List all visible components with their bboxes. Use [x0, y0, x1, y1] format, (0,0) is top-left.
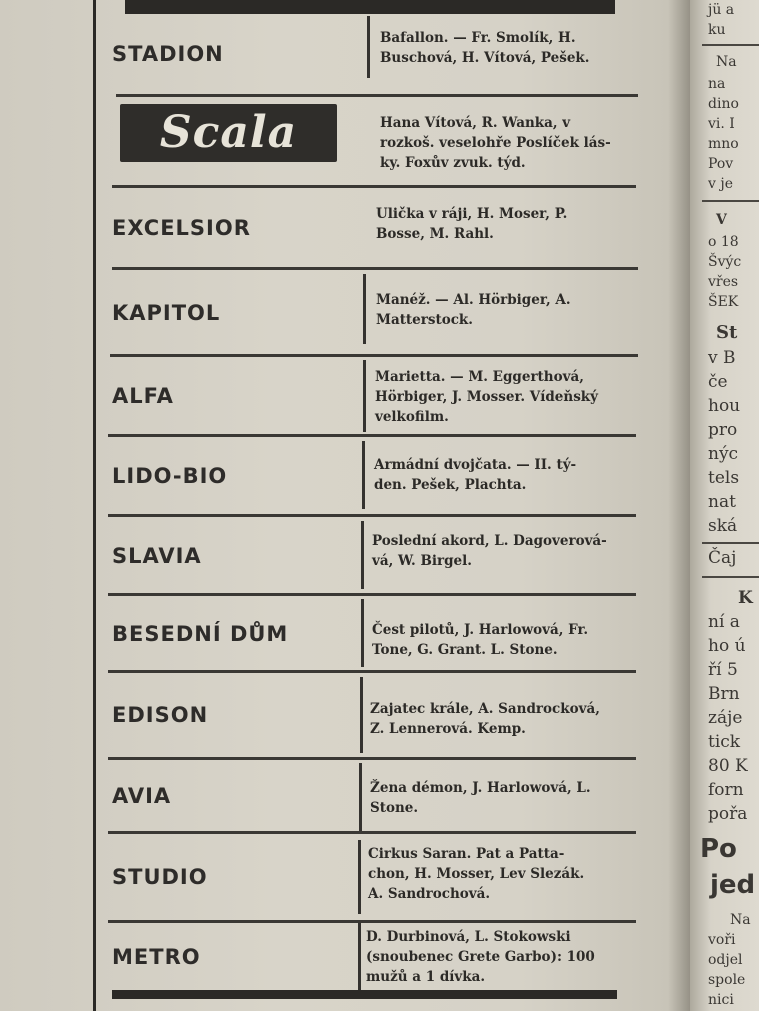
text-fragment: ŠEK [708, 294, 739, 310]
cinema-name: EXCELSIOR [112, 216, 251, 240]
adjacent-rule [702, 200, 759, 202]
text-fragment: Švýc [708, 254, 742, 270]
text-fragment: ská [708, 516, 738, 536]
scala-logo-text: Scala [159, 107, 298, 158]
program-text: Zajatec krále, A. Sandrocková, Z. Lennerová. Kemp. [370, 701, 600, 737]
text-fragment: K [738, 588, 753, 608]
program-text: Manéž. — Al. Hörbiger, A. Matterstock. [376, 292, 571, 328]
scala-logo [120, 104, 337, 162]
cinema-name: LIDO-BIO [112, 464, 228, 488]
row-divider [358, 840, 361, 914]
cinema-name: EDISON [112, 703, 209, 727]
listing-row-scala [108, 97, 638, 185]
text-fragment: vi. I [708, 116, 735, 132]
text-fragment: nat [708, 492, 736, 512]
row-divider [358, 923, 361, 997]
cinema-name: SLAVIA [112, 543, 202, 568]
text-fragment: Na [730, 912, 751, 928]
text-fragment: v je [708, 176, 733, 192]
text-fragment: na [708, 76, 726, 92]
text-fragment: Na [716, 54, 737, 70]
listing-row-metro [108, 923, 638, 991]
program-text: Bafallon. — Fr. Smolík, H. Buschová, H. Vítová, Pešek. [380, 30, 590, 66]
text-fragment: mno [708, 136, 739, 152]
listing-row-avia [108, 760, 638, 832]
listing-row-besedni-dum [108, 596, 638, 671]
header-banner-fragment [125, 0, 615, 14]
listing-row-kapitol [108, 270, 638, 355]
text-fragment: ří 5 [708, 660, 738, 680]
adjacent-page [690, 0, 759, 1011]
program-text: Žena démon, J. Harlowová, L. Stone. [370, 780, 591, 816]
text-fragment: Pov [708, 156, 734, 172]
text-fragment: V [716, 212, 727, 228]
listing-row-studio [108, 834, 638, 920]
text-fragment: ní a [708, 612, 740, 632]
text-fragment: pořa [708, 804, 748, 824]
text-fragment: nici [708, 992, 734, 1008]
text-fragment: v B [708, 348, 736, 368]
text-fragment: pro [708, 420, 738, 440]
text-fragment: o 18 [708, 234, 739, 250]
headline-fragment: Po [700, 834, 737, 864]
text-fragment: če [708, 372, 728, 392]
program-text: Poslední akord, L. Dagoverová- vá, W. Birgel. [372, 533, 607, 569]
adjacent-rule [702, 576, 759, 578]
row-divider [362, 441, 365, 509]
row-divider [367, 16, 370, 78]
row-divider [363, 274, 366, 344]
text-fragment: voři [708, 932, 736, 948]
text-fragment: záje [708, 708, 743, 728]
program-text: Cirkus Saran. Pat a Patta- chon, H. Mosser, Lev Slezák. A. Sandrochová. [368, 846, 585, 902]
cinema-name: METRO [112, 945, 201, 969]
column-rule [93, 0, 96, 1011]
adjacent-rule [702, 44, 759, 46]
text-fragment: ho ú [708, 636, 746, 656]
row-divider [361, 521, 364, 589]
cinema-name: STUDIO [112, 865, 208, 889]
listing-row-stadion [108, 14, 638, 94]
cinema-name: BESEDNÍ DŮM [112, 621, 289, 646]
cinema-name: STADION [112, 42, 224, 66]
text-fragment: spole [708, 972, 746, 988]
listing-row-slavia [108, 517, 638, 594]
listing-row-lido-bio [108, 437, 638, 515]
row-divider [363, 360, 366, 432]
program-text: Armádní dvojčata. — II. tý- den. Pešek, Plachta. [374, 457, 577, 493]
program-text: Čest pilotů, J. Harlowová, Fr. Tone, G. Grant. L. Stone. [372, 622, 589, 658]
text-fragment: jü a [708, 2, 735, 18]
cinema-name: ALFA [112, 384, 174, 408]
row-divider [359, 763, 362, 831]
text-fragment: 80 K [708, 756, 748, 776]
text-fragment: Brn [708, 684, 740, 704]
headline-fragment: jed [710, 870, 756, 900]
cinema-name: AVIA [112, 784, 172, 808]
text-fragment: nýc [708, 444, 739, 464]
text-fragment: Čaj [708, 548, 737, 568]
text-fragment: dino [708, 96, 739, 112]
listing-row-excelsior [108, 188, 638, 268]
adjacent-rule [702, 542, 759, 544]
bottom-rule [112, 990, 617, 999]
row-divider [361, 599, 364, 667]
listing-row-edison [108, 673, 638, 757]
text-fragment: odjel [708, 952, 743, 968]
text-fragment: hou [708, 396, 741, 416]
program-text: Hana Vítová, R. Wanka, v rozkoš. veselohře Poslíček lás- ky. Foxův zvuk. týd. [380, 115, 611, 171]
text-fragment: forn [708, 780, 744, 800]
text-fragment: tick [708, 732, 741, 752]
cinema-name: KAPITOL [112, 300, 221, 325]
text-fragment: vřes [708, 274, 739, 290]
text-fragment: ku [708, 22, 726, 38]
row-divider [360, 677, 363, 753]
listing-row-alfa [108, 357, 638, 435]
text-fragment: tels [708, 468, 740, 488]
text-fragment: St [716, 322, 738, 343]
program-text: Ulička v ráji, H. Moser, P. Bosse, M. Rahl. [376, 206, 568, 242]
program-text: Marietta. — M. Eggerthová, Hörbiger, J. Mosser. Vídeňský velkofilm. [375, 369, 598, 425]
program-text: D. Durbinová, L. Stokowski (snoubenec Grete Garbo): 100 mužů a 1 dívka. [366, 929, 595, 985]
